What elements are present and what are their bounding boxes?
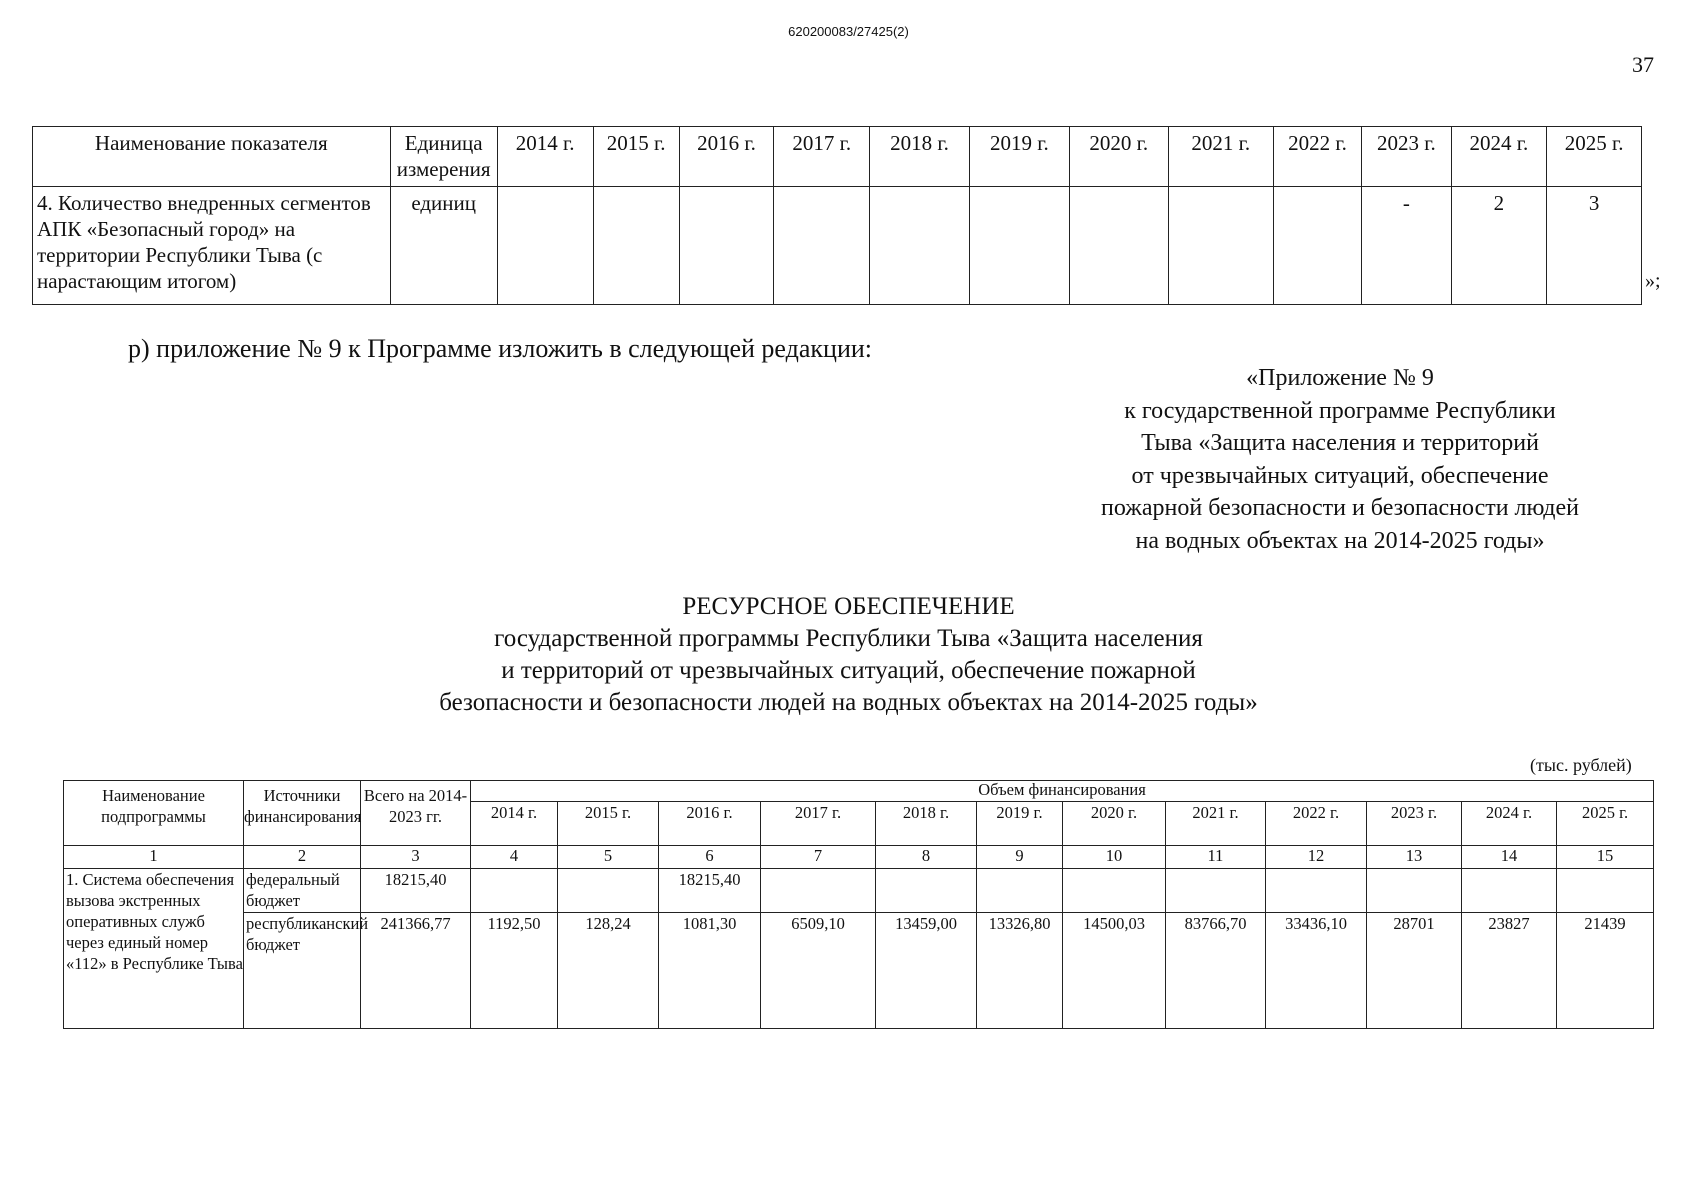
- resource-col-year: 2017 г.: [761, 802, 876, 846]
- page-number: 37: [1632, 52, 1654, 77]
- resource-header-row: [64, 781, 1654, 802]
- resource-col-year: 2018 г.: [876, 802, 977, 846]
- resource-col-year: 2022 г.: [1266, 802, 1367, 846]
- indicator-col-year: 2023 г.: [1362, 127, 1451, 187]
- column-number: 5: [558, 846, 659, 869]
- indicator-value: [774, 187, 870, 305]
- indicator-col-unit: Единица измерения: [390, 127, 497, 187]
- resource-table: [63, 780, 1654, 1029]
- indicator-col-year: 2017 г.: [774, 127, 870, 187]
- funding-value: 18215,40: [659, 869, 761, 913]
- indicator-value: [679, 187, 774, 305]
- funding-value: 1192,50: [471, 913, 558, 1029]
- resource-col-total: Всего на 2014-2023 гг.: [361, 781, 471, 846]
- column-number: 1: [64, 846, 244, 869]
- funding-value: [876, 869, 977, 913]
- funding-value: [1462, 869, 1557, 913]
- indicator-col-year: 2016 г.: [679, 127, 774, 187]
- funding-value: [1367, 869, 1462, 913]
- resource-col-year: 2015 г.: [558, 802, 659, 846]
- column-number-row: [64, 846, 1654, 869]
- resource-col-subprogram: Наименование подпрограммы: [64, 781, 244, 846]
- resource-col-year: 2021 г.: [1166, 802, 1266, 846]
- column-number: 12: [1266, 846, 1367, 869]
- units-note: (тыс. рублей): [1530, 755, 1632, 775]
- resource-heading: РЕСУРСНОЕ ОБЕСПЕЧЕНИЕ: [682, 593, 1015, 620]
- closing-quote-mark: »;: [1645, 270, 1661, 292]
- resource-col-source: Источники финансирования: [244, 781, 361, 846]
- resource-col-year: 2020 г.: [1063, 802, 1166, 846]
- indicator-col-year: 2022 г.: [1273, 127, 1361, 187]
- funding-value: 1081,30: [659, 913, 761, 1029]
- indicator-value: [1168, 187, 1273, 305]
- funding-value: 21439: [1557, 913, 1654, 1029]
- resource-title-line: государственной программы Республики Тыва «Защита населения: [494, 625, 1203, 652]
- indicator-unit: единиц: [390, 187, 497, 305]
- funding-total: 241366,77: [361, 913, 471, 1029]
- indicator-value: [1273, 187, 1361, 305]
- appendix-line: Тыва «Защита населения и территорий: [1141, 430, 1539, 456]
- appendix-line: от чрезвычайных ситуаций, обеспечение: [1131, 462, 1549, 489]
- column-number: 14: [1462, 846, 1557, 869]
- funding-value: [1557, 869, 1654, 913]
- indicator-value: [593, 187, 679, 305]
- column-number: 3: [361, 846, 471, 869]
- indicator-value: 3: [1547, 187, 1642, 305]
- column-number: 2: [244, 846, 361, 869]
- funding-value: [761, 869, 876, 913]
- resource-col-year: 2025 г.: [1557, 802, 1654, 846]
- column-number: 7: [761, 846, 876, 869]
- indicator-row: [33, 187, 1642, 305]
- funding-value: [1166, 869, 1266, 913]
- column-number: 9: [977, 846, 1063, 869]
- indicator-header-row: [33, 127, 1642, 187]
- appendix-line: «Приложение № 9: [1246, 365, 1434, 391]
- resource-col-year: 2019 г.: [977, 802, 1063, 846]
- indicator-col-year: 2021 г.: [1168, 127, 1273, 187]
- indicator-value: -: [1362, 187, 1451, 305]
- resource-col-year: 2014 г.: [471, 802, 558, 846]
- indicator-value: [1069, 187, 1168, 305]
- funding-source: федеральный бюджет: [244, 869, 361, 913]
- indicator-col-year: 2015 г.: [593, 127, 679, 187]
- instruction-text: р) приложение № 9 к Программе изложить в следующей редакции:: [128, 334, 872, 363]
- column-number: 13: [1367, 846, 1462, 869]
- indicator-col-name: Наименование показателя: [33, 127, 391, 187]
- resource-col-year: 2016 г.: [659, 802, 761, 846]
- funding-value: [1063, 869, 1166, 913]
- funding-value: 13459,00: [876, 913, 977, 1029]
- indicator-col-year: 2014 г.: [497, 127, 593, 187]
- column-number: 8: [876, 846, 977, 869]
- subprogram-name: 1. Система обеспечения вызова экстренных оперативных служб через единый номер «112» в Республике Тыва: [64, 869, 244, 1029]
- indicator-col-year: 2020 г.: [1069, 127, 1168, 187]
- column-number: 4: [471, 846, 558, 869]
- indicator-col-year: 2018 г.: [870, 127, 970, 187]
- funding-value: 13326,80: [977, 913, 1063, 1029]
- resource-title-line: и территорий от чрезвычайных ситуаций, обеспечение пожарной: [501, 657, 1196, 684]
- appendix-heading: [1020, 362, 1660, 557]
- indicator-value: [497, 187, 593, 305]
- resource-col-volume: Объем финансирования: [471, 781, 1654, 802]
- document-code: 620200083/27425(2): [788, 24, 909, 39]
- funding-source: республиканский бюджет: [244, 913, 361, 1029]
- resource-title: [0, 591, 1697, 719]
- indicator-value: [969, 187, 1069, 305]
- funding-value: 83766,70: [1166, 913, 1266, 1029]
- funding-value: 6509,10: [761, 913, 876, 1029]
- indicator-name: 4. Количество внедренных сегментов АПК «Безопасный город» на территории Республики Тыва (с нарастающим итогом): [33, 187, 391, 305]
- column-number: 11: [1166, 846, 1266, 869]
- funding-value: [558, 869, 659, 913]
- appendix-line: на водных объектах на 2014-2025 годы»: [1135, 527, 1545, 554]
- funding-total: 18215,40: [361, 869, 471, 913]
- funding-value: 28701: [1367, 913, 1462, 1029]
- indicator-col-year: 2019 г.: [969, 127, 1069, 187]
- funding-value: 23827: [1462, 913, 1557, 1029]
- funding-value: 128,24: [558, 913, 659, 1029]
- indicator-col-year: 2025 г.: [1547, 127, 1642, 187]
- funding-value: 33436,10: [1266, 913, 1367, 1029]
- appendix-line: пожарной безопасности и безопасности людей: [1101, 495, 1579, 521]
- column-number: 15: [1557, 846, 1654, 869]
- indicator-col-year: 2024 г.: [1451, 127, 1547, 187]
- indicator-value: 2: [1451, 187, 1547, 305]
- resource-title-line: безопасности и безопасности людей на водных объектах на 2014-2025 годы»: [439, 689, 1258, 716]
- resource-col-year: 2024 г.: [1462, 802, 1557, 846]
- funding-value: [1266, 869, 1367, 913]
- column-number: 6: [659, 846, 761, 869]
- funding-value: 14500,03: [1063, 913, 1166, 1029]
- funding-value: [977, 869, 1063, 913]
- funding-value: [471, 869, 558, 913]
- resource-col-year: 2023 г.: [1367, 802, 1462, 846]
- indicator-value: [870, 187, 970, 305]
- resource-row-republican: [64, 913, 1654, 1029]
- appendix-line: к государственной программе Республики: [1124, 397, 1556, 424]
- resource-row-federal: [64, 869, 1654, 913]
- indicator-table: [32, 126, 1642, 305]
- column-number: 10: [1063, 846, 1166, 869]
